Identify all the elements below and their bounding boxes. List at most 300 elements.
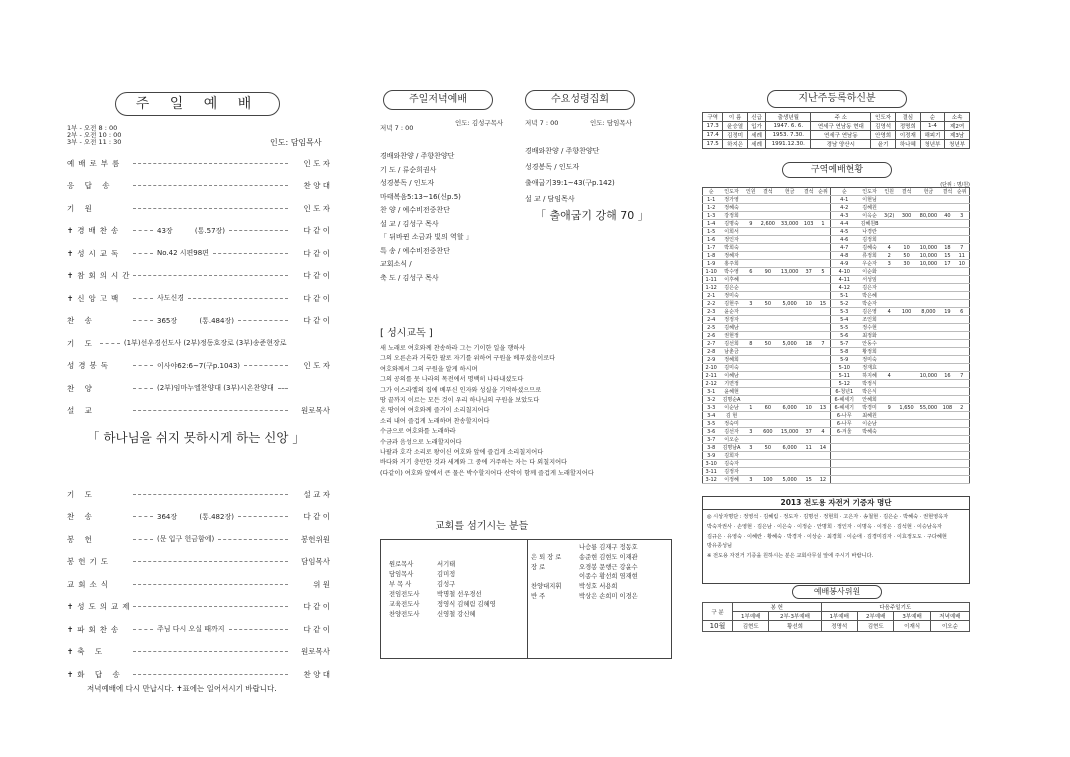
leader-dots xyxy=(133,539,153,540)
cell: 기면정 xyxy=(719,380,743,388)
cell: 18 xyxy=(940,244,954,252)
cell xyxy=(744,436,758,444)
cell xyxy=(816,468,831,476)
order-responsible: 인 도 자 xyxy=(303,203,330,213)
staff-row xyxy=(389,570,524,580)
table-row xyxy=(703,276,970,284)
cell xyxy=(778,412,802,420)
cell: 우순자 xyxy=(857,260,881,268)
cell xyxy=(744,412,758,420)
cell: 이순남 xyxy=(719,404,743,412)
cell xyxy=(802,372,816,380)
order-label: 기 도 xyxy=(67,338,96,348)
cell: 1-3 xyxy=(703,212,720,220)
cell xyxy=(897,444,917,452)
cell xyxy=(758,260,778,268)
cell xyxy=(778,284,802,292)
staff-role: 장 로 xyxy=(531,563,546,571)
cell xyxy=(917,268,941,276)
cell: 조인희 xyxy=(857,316,881,324)
cell: 5-10 xyxy=(831,364,858,372)
cell xyxy=(882,444,897,452)
cell xyxy=(917,388,941,396)
cell xyxy=(882,396,897,404)
staff-names: 김성구 xyxy=(437,581,456,588)
table-row xyxy=(703,196,970,204)
cell: 2,600 xyxy=(758,220,778,228)
order-label: 기 원 xyxy=(67,203,96,213)
cell xyxy=(758,332,778,340)
cell: 3-2 xyxy=(703,396,720,404)
service-time: 3부 - 오전 11 : 30 xyxy=(67,138,122,146)
cell: 4 xyxy=(882,308,897,316)
cell xyxy=(955,420,970,428)
cell xyxy=(802,356,816,364)
responsive-line: 그의 오른손과 거룩한 팔로 자기를 위하여 구원을 베푸셨음이로다 xyxy=(380,355,556,363)
leader-dots xyxy=(133,298,153,299)
cell: 6-겨울 xyxy=(831,428,858,436)
district-unit-note: (단위 : 명/원) xyxy=(940,182,970,188)
pledge-line: ◎ 시상자명단 : 정영석 · 김혜림 · 정도자 · 김명선 · 정현희 · 고은자 · 송철현 · 김은순 · 박혜숙 · 권현영옥자 xyxy=(707,514,949,520)
sub-header: 2부·3부예배 xyxy=(769,612,821,621)
cell: 4-1 xyxy=(831,196,858,204)
cell: 50 xyxy=(758,340,778,348)
cell: 5-11 xyxy=(831,372,858,380)
cell xyxy=(897,276,917,284)
sunday-evening-title: 주일저녁예배 xyxy=(383,90,493,110)
cell: 정정자 xyxy=(719,316,743,324)
cell xyxy=(917,468,941,476)
cell: 4 xyxy=(882,244,897,252)
cell xyxy=(882,468,897,476)
cell: 4 xyxy=(816,428,831,436)
staff-right xyxy=(531,543,671,602)
pledge-line: 김규은 · 유영숙 · 이혜란 · 황혜숙 · 박경자 · 이상순 · 최경희 · 이순애 · 김경미김자 · 이효정도도 · 구다혜현 xyxy=(707,533,947,540)
wednesday-time: 저녁 7 : 00 xyxy=(525,119,559,127)
cell xyxy=(940,388,954,396)
cell xyxy=(857,444,881,452)
cell: 정혜숙 xyxy=(719,204,743,212)
cell xyxy=(917,428,941,436)
cell: 5-2 xyxy=(831,300,858,308)
col-header: 결석 xyxy=(897,188,917,196)
cell: 김은순 xyxy=(719,284,743,292)
table-row xyxy=(703,220,970,228)
table-row xyxy=(703,324,970,332)
cell: 이정혜 xyxy=(719,476,743,484)
cell xyxy=(857,436,881,444)
cell: 2-4 xyxy=(703,316,720,324)
cell: 100 xyxy=(758,476,778,484)
cell xyxy=(882,420,897,428)
cell: 2-9 xyxy=(703,356,720,364)
order-detail: No.42 시편98편 xyxy=(157,249,209,258)
cell xyxy=(744,468,758,476)
staff-row xyxy=(531,582,671,592)
cell: 남춘금 xyxy=(719,348,743,356)
cell: 4-4 xyxy=(831,220,858,228)
service-time: 1부 - 오전 8 : 00 xyxy=(67,124,118,132)
cell xyxy=(940,380,954,388)
cell xyxy=(955,388,970,396)
order-detail: (문 입구 헌금함에) xyxy=(157,535,215,544)
wednesday-leader: 인도: 담임목사 xyxy=(590,119,632,127)
cell xyxy=(940,452,954,460)
cell xyxy=(744,452,758,460)
col-header: 봉 헌 xyxy=(733,603,822,612)
order-label: ✝파회찬송 xyxy=(67,624,123,634)
cell xyxy=(816,460,831,468)
cell xyxy=(802,436,816,444)
cell: 15 xyxy=(940,252,954,260)
cell xyxy=(940,332,954,340)
staff-role: 전임전도사 xyxy=(389,591,420,598)
cell: 13,000 xyxy=(778,268,802,276)
cell: 7 xyxy=(955,372,970,380)
cell: 5,000 xyxy=(778,476,802,484)
cell xyxy=(758,364,778,372)
cell: 김혜원B xyxy=(857,220,881,228)
cell xyxy=(802,308,816,316)
staff-row xyxy=(531,563,671,573)
cell xyxy=(758,276,778,284)
table-row xyxy=(703,476,970,484)
order-responsible: 다 같 이 xyxy=(303,271,330,281)
cell xyxy=(778,380,802,388)
sunday-evening-item: 교회소식 / xyxy=(380,260,412,268)
cell: 3-3 xyxy=(703,404,720,412)
cell: 1-7 xyxy=(703,244,720,252)
cell xyxy=(882,476,897,484)
staff-names: 김미정 xyxy=(437,571,456,578)
order-responsible: 찬 양 대 xyxy=(303,669,330,679)
order-row xyxy=(67,220,330,243)
cell: 7 xyxy=(955,244,970,252)
cell xyxy=(778,204,802,212)
cell xyxy=(917,292,941,300)
responsive-line: 온 땅이여 여호와께 즐거이 소리칠지어다 xyxy=(380,407,490,415)
cell: 김선자 xyxy=(719,428,743,436)
col-header: 순위 xyxy=(816,188,831,196)
order-responsible: 봉헌위원 xyxy=(301,534,330,544)
cell xyxy=(917,332,941,340)
staff-row xyxy=(531,553,671,563)
leader-dots xyxy=(100,343,120,344)
cell xyxy=(857,468,881,476)
cell: 10 xyxy=(802,404,816,412)
cell xyxy=(897,380,917,388)
cell xyxy=(758,244,778,252)
cell xyxy=(917,284,941,292)
order-label: 찬 송 xyxy=(67,512,96,522)
cell xyxy=(758,212,778,220)
cell xyxy=(816,452,831,460)
order-responsible: 다 같 이 xyxy=(303,624,330,634)
cell: 이혜남 xyxy=(719,372,743,380)
cell xyxy=(778,348,802,356)
cell: 이순화 xyxy=(857,268,881,276)
cell: 3-9 xyxy=(703,452,720,460)
cell xyxy=(744,284,758,292)
cell xyxy=(955,220,970,228)
cell xyxy=(940,300,954,308)
table-row xyxy=(703,452,970,460)
cell xyxy=(744,252,758,260)
staff-names: 송준현 김현도 이재관 xyxy=(579,553,638,561)
cell xyxy=(940,348,954,356)
staff-row xyxy=(389,600,524,610)
table-row xyxy=(703,284,970,292)
cell xyxy=(882,340,897,348)
leader-dots xyxy=(133,320,153,321)
cell xyxy=(778,452,802,460)
cell: 제2여 xyxy=(945,122,970,131)
cell: 3-1 xyxy=(703,388,720,396)
wednesday-item: 경배와찬양 / 주향찬양단 xyxy=(525,147,600,155)
cell xyxy=(758,452,778,460)
cell: 윤혜현 xyxy=(719,388,743,396)
pledge-line: ※ 전도용 자전거 기증을 원하시는 분은 교회사무실 앞에 주시기 바랍니다. xyxy=(707,553,874,560)
cell: 6 xyxy=(955,308,970,316)
cell xyxy=(897,204,917,212)
order-row xyxy=(67,551,330,574)
responsive-reading-title xyxy=(380,324,433,339)
cell: 황선희 xyxy=(769,621,821,632)
cell: 80,000 xyxy=(917,212,941,220)
cell: 4-11 xyxy=(831,276,858,284)
cell xyxy=(955,380,970,388)
cell: 1 xyxy=(744,404,758,412)
responsive-line: 나팔과 호각 소리로 왕이신 여호와 앞에 즐겁게 소리칠지어다 xyxy=(380,449,544,457)
cell: 정혜자 xyxy=(719,252,743,260)
cell xyxy=(882,292,897,300)
cell xyxy=(917,444,941,452)
cell xyxy=(831,444,858,452)
sunday-evening-item: 기 도 / 류순희권사 xyxy=(380,165,437,174)
cell xyxy=(955,276,970,284)
cell: 4-7 xyxy=(831,244,858,252)
order-row xyxy=(67,573,330,596)
cell xyxy=(940,196,954,204)
order-row xyxy=(67,332,330,355)
order-responsible: 담임목사 xyxy=(301,557,330,567)
cell: 이순남 xyxy=(857,420,881,428)
cell xyxy=(955,268,970,276)
cell xyxy=(744,460,758,468)
cell xyxy=(778,324,802,332)
cell xyxy=(897,196,917,204)
cell xyxy=(882,348,897,356)
cell: 정수현 xyxy=(857,324,881,332)
order-label: ✝참회의시간 xyxy=(67,271,134,281)
cell xyxy=(816,204,831,212)
table-row xyxy=(703,356,970,364)
registration-title: 지난주등록하신분 xyxy=(767,90,907,108)
cell: 박혜숙 xyxy=(857,428,881,436)
cell: 5,000 xyxy=(778,340,802,348)
cell xyxy=(917,380,941,388)
order-row xyxy=(67,377,330,400)
cell xyxy=(802,236,816,244)
cell: 2-8 xyxy=(703,348,720,356)
cell: 3-10 xyxy=(703,460,720,468)
evening-services-column xyxy=(375,0,675,757)
cell xyxy=(778,308,802,316)
cell: 5-5 xyxy=(831,324,858,332)
cell: 1-4 xyxy=(703,220,720,228)
cell xyxy=(744,244,758,252)
table-row xyxy=(703,340,970,348)
order-label: ✝경배찬송 xyxy=(67,226,123,236)
cell xyxy=(802,260,816,268)
order-responsible: 다 같 이 xyxy=(303,316,330,326)
cell xyxy=(940,316,954,324)
cell: 이정재 xyxy=(895,131,920,140)
cell: 2 xyxy=(882,252,897,260)
cell xyxy=(955,412,970,420)
cell xyxy=(802,284,816,292)
cell xyxy=(744,196,758,204)
cell xyxy=(816,324,831,332)
cell: 정명희 xyxy=(895,122,920,131)
cell xyxy=(955,356,970,364)
cell: 박희숙 xyxy=(719,244,743,252)
cell xyxy=(940,364,954,372)
cell xyxy=(758,460,778,468)
cell: 4-9 xyxy=(831,260,858,268)
cell xyxy=(816,316,831,324)
cell xyxy=(744,292,758,300)
cell: 10,000 xyxy=(917,252,941,260)
leader-dots xyxy=(238,320,288,321)
cell xyxy=(778,332,802,340)
cell: 2-12 xyxy=(703,380,720,388)
cell: 김정미 xyxy=(723,131,748,140)
pledge-line: 박숙자권사 · 손영현 · 김은남 · 이은숙 · 이정순 · 안명희 · 정인자 · 이명옥 · 이정은 · 김석현 · 이승남옥자 xyxy=(707,523,942,530)
cell xyxy=(897,300,917,308)
leader-dots xyxy=(133,561,288,562)
cell xyxy=(778,212,802,220)
cell xyxy=(744,212,758,220)
cell: 3-7 xyxy=(703,436,720,444)
cell: 박은혜 xyxy=(857,292,881,300)
cell: 박수영 xyxy=(719,268,743,276)
cell: 정인자 xyxy=(719,236,743,244)
cell: 11 xyxy=(955,252,970,260)
sub-header: 2부예배 xyxy=(857,612,893,621)
order-responsible: 위 원 xyxy=(313,579,330,589)
cell: 황정희 xyxy=(857,348,881,356)
sunday-evening-item: 경배와찬양 / 주향찬양단 xyxy=(380,152,455,160)
cell xyxy=(917,236,941,244)
cell: 5-1 xyxy=(831,292,858,300)
cell xyxy=(816,412,831,420)
cell xyxy=(758,284,778,292)
sub-header: 3부예배 xyxy=(894,612,930,621)
cell xyxy=(816,348,831,356)
cell: 안혜희 xyxy=(857,396,881,404)
col-header: 인도자 xyxy=(719,188,743,196)
wednesday-order xyxy=(525,143,670,207)
cell: 8 xyxy=(744,340,758,348)
cell xyxy=(882,356,897,364)
cell xyxy=(917,356,941,364)
cell xyxy=(778,260,802,268)
cell xyxy=(816,236,831,244)
cell: 9 xyxy=(744,220,758,228)
cell xyxy=(758,420,778,428)
cell xyxy=(802,468,816,476)
leader-dots xyxy=(278,388,288,389)
col-header: 이 름 xyxy=(723,113,748,122)
col-header: 순 xyxy=(920,113,945,122)
cell: 5-4 xyxy=(831,316,858,324)
cell xyxy=(802,460,816,468)
cell xyxy=(778,252,802,260)
cell xyxy=(917,204,941,212)
cell: 600 xyxy=(758,428,778,436)
cell xyxy=(897,452,917,460)
cell xyxy=(758,380,778,388)
cell: 6 xyxy=(744,268,758,276)
col-header: 구 분 xyxy=(703,603,733,621)
order-label: 찬 송 xyxy=(67,316,96,326)
cell: 안영희 xyxy=(871,131,896,140)
col-header: 헌금 xyxy=(778,188,802,196)
cell: 33,000 xyxy=(778,220,802,228)
order-responsible: 다 같 이 xyxy=(303,602,330,612)
leader-dots xyxy=(133,494,288,495)
cell xyxy=(940,284,954,292)
cell: 1 xyxy=(816,220,831,228)
cell xyxy=(778,316,802,324)
order-of-worship-2 xyxy=(67,483,330,693)
cell xyxy=(917,220,941,228)
col-header: 결심 xyxy=(895,113,920,122)
cell: 3(2) xyxy=(882,212,897,220)
cell: 홍주희 xyxy=(719,260,743,268)
cell xyxy=(955,196,970,204)
cell xyxy=(758,252,778,260)
leader-dots xyxy=(133,163,288,164)
cell: 1-11 xyxy=(703,276,720,284)
cell xyxy=(802,204,816,212)
cell xyxy=(955,300,970,308)
cell xyxy=(940,276,954,284)
wednesday-item: 설 교 / 담임목사 xyxy=(525,195,575,203)
cell xyxy=(897,284,917,292)
order-responsible: 다 같 이 xyxy=(303,512,330,522)
cell: 4-5 xyxy=(831,228,858,236)
cell xyxy=(897,420,917,428)
cell xyxy=(940,412,954,420)
cell: 연세구 연남동 xyxy=(811,131,871,140)
cell: 100 xyxy=(897,308,917,316)
cell: 60 xyxy=(758,404,778,412)
bracket-close: ] xyxy=(425,328,433,339)
cell xyxy=(802,228,816,236)
cell: 1-12 xyxy=(703,284,720,292)
cell xyxy=(955,444,970,452)
sunday-evening-time: 저녁 7 : 00 xyxy=(380,124,414,132)
cell: 11 xyxy=(802,444,816,452)
cell: 강정희 xyxy=(719,212,743,220)
sermon-title: 「 하나님을 쉬지 못하시게 하는 신앙 」 xyxy=(87,430,305,445)
cell xyxy=(955,468,970,476)
leader-dots xyxy=(133,410,288,411)
cell xyxy=(917,452,941,460)
cell xyxy=(758,348,778,356)
